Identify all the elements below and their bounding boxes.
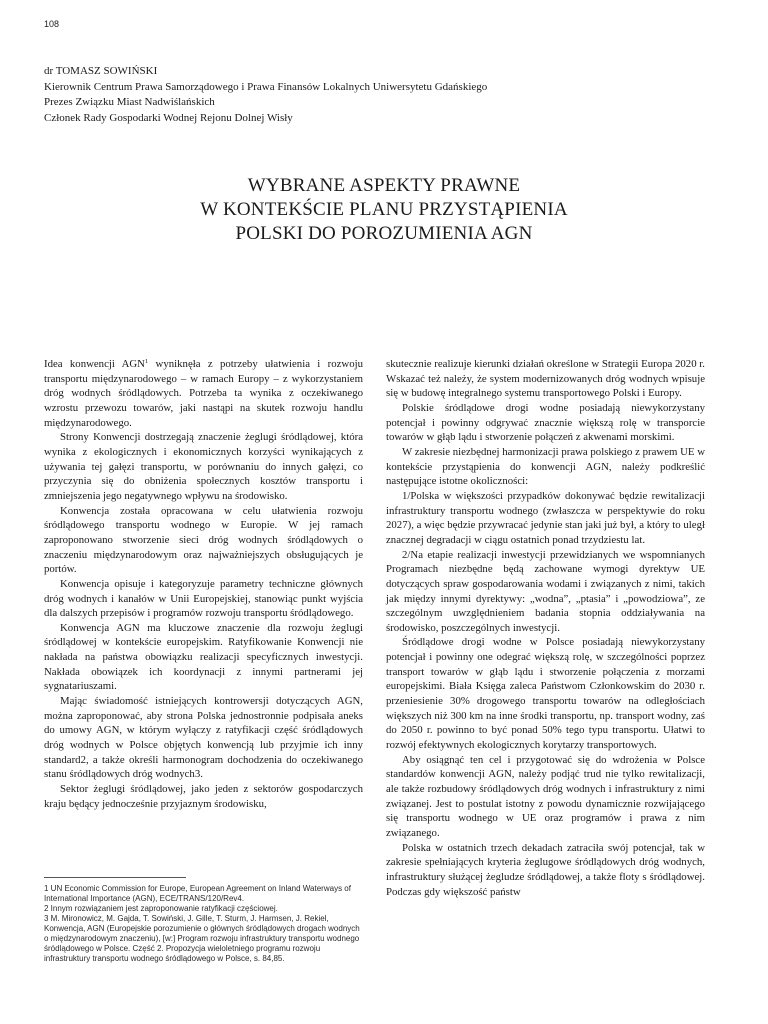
paragraph: Konwencja AGN ma kluczowe znaczenie dla rozwoju żeglugi śródlądowej w kontekście europejskim. Ratyfikowanie Konwencji nie nakłada na państwa obowiązku realizacji specyficznych inwestycji. Nakłada obowiązek ich koordynacji z innymi partnerami jej sygnatariuszami. (44, 621, 363, 693)
author-affiliation: Członek Rady Gospodarki Wodnej Rejonu Dolnej Wisły (44, 111, 293, 124)
footnote: 1 UN Economic Commission for Europe, European Agreement on Inland Waterways of International Importance (AGN), ECE/TRANS/120/Rev4. (44, 884, 351, 903)
footnotes (44, 884, 363, 964)
paragraph: 1/Polska w większości przypadków dokonywać będzie rewitalizacji infrastruktury transportu wodnego (zwłaszcza w perspektywie do roku 2027), a więc będzie przywracać jedynie stan jaki już był, a który to uległ znacznej degradacji w ciągu ostatnich ponad trzydziestu lat. (386, 489, 705, 546)
paragraph: Polskie śródlądowe drogi wodne posiadają niewykorzystany potencjał i powinny odgrywać znacznie większą rolę w transporcie towarów w głąb lądu i stworzenie połączeń z akwenami morskimi. (386, 401, 705, 444)
paragraph: 2/Na etapie realizacji inwestycji przewidzianych we wspomnianych Programach niezbędne będą zachowane wymogi dyrektyw UE dotyczących spraw gospodarowania wodami i związanych z nimi, takich jak między innymi dyrektywy: „wodna”, „ptasia” i „powodziowa”, ze szczególnym uwzględnieniem badania stopnia oddziaływania na środowisko, poszczególnych inwestycji. (386, 548, 705, 634)
paragraph (44, 357, 363, 430)
paragraph: Aby osiągnąć ten cel i przygotować się do wdrożenia w Polsce standardów konwencji AGN, należy podjąć trud nie tylko rewitalizacji, ale także rozbudowy śródlądowych dróg wodnych i infrastruktury z nimi związanej. Jest to postulat istotny z powodu dynamicznie rozwijającego się transportu wodnego w UE oraz programów i prawa z nim związanego. (386, 753, 705, 839)
title-line: WYBRANE ASPEKTY PRAWNE (247, 175, 521, 196)
paragraph: Konwencja opisuje i kategoryzuje parametry techniczne głównych dróg wodnych i kanałów w Unii Europejskiej, stanowiąc punkt wyjścia dla dalszych przepisów i programów rozwoju transportu śródlądowego. (44, 577, 363, 620)
footnote: 3 M. Mironowicz, M. Gajda, T. Sowiński, J. Gille, T. Sturm, J. Harmsen, J. Rekiel, Konwencja, AGN (Europejskie porozumienie o głównych śródlądowych drogach wodnych o międzynarodowym znaczeniu), [w:] Program rozwoju infrastruktury transportu wodnego śródlądowego w Polsce. Część 2. Propozycja wieloletniego programu rozwoju infrastruktury transportu wodnego śródlądowego w Polsce, s. 84,85. (44, 914, 360, 963)
footnote-divider (44, 877, 186, 878)
paragraph: Strony Konwencji dostrzegają znaczenie żeglugi śródlądowej, która wynika z ekologicznych i ekonomicznych korzyści wynikających z używania tej gałęzi transportu, w porównaniu do innych gałęzi, co przyczynia się do obniżenia społecznych kosztów transportu i zmniejszenia jego negatywnego wpływu na środowisko. (44, 431, 363, 502)
page-number: 108 (44, 19, 60, 29)
paragraph: skutecznie realizuje kierunki działań określone w Strategii Europa 2020 r. Wskazać też należy, że system modernizowanych dróg wodnych wpisuje się w budowę integralnego systemu transportowego Polski i Europy. (386, 358, 705, 400)
paragraph: Konwencja została opracowana w celu ułatwienia rozwoju śródlądowego transportu wodnego w Europie. W jej ramach zaproponowano stworzenie sieci dróg wodnych śródlądowych o znaczeniu międzynarodowym oraz najważniejszych obsługujących je portów. (44, 504, 363, 576)
footnote: 2 Innym rozwiązaniem jest zaproponowanie ratyfikacji częściowej. (44, 904, 278, 913)
author-affiliation: Prezes Związku Miast Nadwiślańskich (44, 96, 215, 108)
paragraph: W zakresie niezbędnej harmonizacji prawa polskiego z prawem UE w kontekście przystąpienia do konwencji AGN, należy podkreślić następujące istotne okoliczności: (386, 445, 705, 488)
paragraph: Śródlądowe drogi wodne w Polsce posiadają niewykorzystany potencjał i powinny one odegrać większą rolę, w szczególności poprzez transport towarów w głąb lądu i stworzenie połączenia z morzami europejskimi. Biała Księga zaleca Państwom Członkowskim do 2030 r. przeniesienie 30% drogowego transportu towarów na odległościach większych niż 300 km na inne środki transportu, np. transport wodny, zaś do 2050 r. powinno to być ponad 50% tego typu transportu. Ułatwi to rozwój efektywnych ekologicznych korytarzy transportowych. (386, 636, 705, 752)
paragraph: Mając świadomość istniejących kontrowersji dotyczących AGN, można zaproponować, aby strona Polska jednostronnie podpisała aneks do umowy AGN, w którym wyłączy z ratyfikacji część śródlądowych dróg wodnych w Polsce objętych konwencją lub przyjmie ich inny standard2, a także określi harmonogram dochodzenia do oczekiwanego stanu śródlądowych dróg wodnych3. (44, 695, 363, 781)
paragraph: Sektor żeglugi śródlądowej, jako jeden z sektorów gospodarczych kraju będący jednocześnie przyjaznym środowisku, (44, 783, 363, 810)
title-line: POLSKI DO POROZUMIENIA AGN (235, 223, 533, 244)
footnote-ref[interactable]: 1 (144, 358, 149, 365)
author-name: dr TOMASZ SOWIŃSKI (44, 65, 158, 77)
right-column (386, 357, 705, 899)
title-line: W KONTEKŚCIE PLANU PRZYSTĄPIENIA (200, 199, 568, 220)
paragraph-text: wyniknęła z potrzeby ułatwienia i rozwoju transportu międzynarodowego – w ramach Europy – z wykorzystaniem dróg wodnych śródlądowych. Potrzeba ta wynika z oczekiwanego wzrostu przewozu towarów, jaki nastąpi na skutek rozwoju handlu międzynarodowego. (44, 358, 363, 429)
paragraph: Polska w ostatnich trzech dekadach zatraciła swój potencjał, tak w zakresie spełniających kryteria żeglugowe śródlądowych dróg wodnych, infrastruktury służącej żegludze śródlądowej, a także floty s śródlądowej. Podczas gdy większość państw (386, 841, 705, 898)
article-title (44, 174, 724, 246)
left-column (44, 357, 363, 811)
author-block (44, 64, 724, 126)
author-affiliation: Kierownik Centrum Prawa Samorządowego i Prawa Finansów Lokalnych Uniwersytetu Gdańskiego (44, 80, 488, 93)
paragraph-text: Idea konwencji AGN (44, 358, 145, 370)
